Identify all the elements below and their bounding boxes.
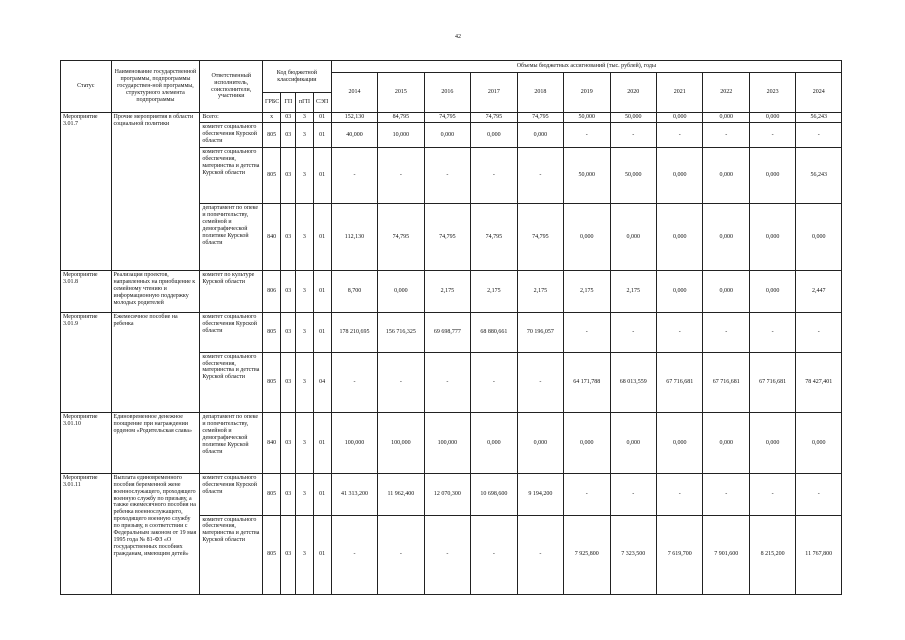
status-cell: Мероприятие 3.01.10	[61, 413, 112, 474]
value-cell: 11 767,800	[796, 515, 842, 594]
value-cell: 50,000	[610, 148, 656, 204]
responsible-cell: комитет социального обеспечения, материнства и детства Курской области	[200, 515, 263, 594]
header-code-sep: СЭП	[313, 93, 331, 113]
value-cell: 152,130	[331, 113, 377, 123]
value-cell: -	[424, 352, 470, 413]
table-row	[61, 473, 842, 515]
value-cell: -	[749, 473, 795, 515]
header-year: 2018	[517, 73, 563, 113]
value-cell: 9 194,200	[517, 473, 563, 515]
value-cell: 0,000	[703, 271, 749, 313]
value-cell: 7 619,700	[656, 515, 702, 594]
value-cell: 74,795	[424, 204, 470, 271]
value-cell: -	[517, 148, 563, 204]
header-year: 2021	[656, 73, 702, 113]
value-cell: 0,000	[703, 113, 749, 123]
code-cell: 840	[263, 413, 281, 474]
value-cell: 0,000	[378, 271, 424, 313]
value-cell: 0,000	[703, 413, 749, 474]
value-cell: -	[749, 313, 795, 353]
value-cell: 0,000	[749, 204, 795, 271]
value-cell: 74,795	[424, 113, 470, 123]
value-cell: 0,000	[749, 148, 795, 204]
code-cell: 806	[263, 271, 281, 313]
table-row	[61, 271, 842, 313]
value-cell: 0,000	[703, 204, 749, 271]
code-cell: 01	[313, 123, 331, 148]
value-cell: -	[378, 352, 424, 413]
code-cell: 805	[263, 313, 281, 353]
header-name: Наименование государственной программы, подпрограммы государствен-ной программы, структурного элемента подпрограммы	[111, 61, 200, 113]
value-cell: 8 215,200	[749, 515, 795, 594]
value-cell: -	[564, 123, 610, 148]
value-cell: 0,000	[564, 204, 610, 271]
value-cell: 67 716,681	[703, 352, 749, 413]
value-cell: -	[564, 473, 610, 515]
responsible-cell: департамент по опеке и попечительству, семейной и демографической политике Курской области	[200, 204, 263, 271]
code-cell: 805	[263, 148, 281, 204]
header-year: 2016	[424, 73, 470, 113]
header-code-gp: ГП	[281, 93, 296, 113]
value-cell: 68 880,661	[471, 313, 517, 353]
code-cell: 03	[281, 113, 296, 123]
value-cell: 74,795	[471, 204, 517, 271]
value-cell: -	[796, 473, 842, 515]
code-cell: 840	[263, 204, 281, 271]
budget-table	[60, 60, 842, 595]
value-cell: 2,175	[424, 271, 470, 313]
value-cell: 74,795	[517, 113, 563, 123]
value-cell: 0,000	[749, 113, 795, 123]
value-cell: 100,000	[378, 413, 424, 474]
value-cell: 2,447	[796, 271, 842, 313]
value-cell: 10 698,600	[471, 473, 517, 515]
value-cell: -	[656, 123, 702, 148]
value-cell: -	[471, 148, 517, 204]
header-budget-code: Код бюджетной классификации	[263, 61, 332, 93]
value-cell: 50,000	[564, 148, 610, 204]
value-cell: 74,795	[471, 113, 517, 123]
code-cell: 01	[313, 204, 331, 271]
responsible-cell: департамент по опеке и попечительству, семейной и демографической политике Курской области	[200, 413, 263, 474]
value-cell: 100,000	[424, 413, 470, 474]
value-cell: 0,000	[656, 413, 702, 474]
value-cell: -	[749, 123, 795, 148]
value-cell: 0,000	[471, 413, 517, 474]
code-cell: 805	[263, 352, 281, 413]
value-cell: 2,175	[610, 271, 656, 313]
header-year: 2014	[331, 73, 377, 113]
value-cell: -	[610, 123, 656, 148]
responsible-cell: комитет социального обеспечения, материнства и детства Курской области	[200, 352, 263, 413]
header-year: 2022	[703, 73, 749, 113]
header-year: 2017	[471, 73, 517, 113]
value-cell: -	[796, 313, 842, 353]
value-cell: 68 013,559	[610, 352, 656, 413]
code-cell: х	[263, 113, 281, 123]
value-cell: -	[331, 515, 377, 594]
value-cell: 50,000	[610, 113, 656, 123]
code-cell: 03	[281, 271, 296, 313]
code-cell: 01	[313, 515, 331, 594]
value-cell: 0,000	[749, 271, 795, 313]
value-cell: 69 698,777	[424, 313, 470, 353]
value-cell: 50,000	[564, 113, 610, 123]
value-cell: -	[471, 515, 517, 594]
code-cell: 3	[296, 515, 313, 594]
value-cell: -	[564, 313, 610, 353]
header-year: 2019	[564, 73, 610, 113]
code-cell: 03	[281, 413, 296, 474]
program-name-cell: Реализация проектов, направленных на приобщение к семейному чтению и информационную поддержку молодых родителей	[111, 271, 200, 313]
code-cell: 3	[296, 204, 313, 271]
value-cell: 0,000	[703, 148, 749, 204]
value-cell: -	[656, 473, 702, 515]
value-cell: 112,130	[331, 204, 377, 271]
value-cell: -	[656, 313, 702, 353]
value-cell: 0,000	[517, 123, 563, 148]
value-cell: 0,000	[796, 413, 842, 474]
value-cell: 100,000	[331, 413, 377, 474]
header-year: 2020	[610, 73, 656, 113]
table-row	[61, 113, 842, 123]
code-cell: 03	[281, 148, 296, 204]
value-cell: 70 196,057	[517, 313, 563, 353]
value-cell: 0,000	[656, 204, 702, 271]
value-cell: 7 925,800	[564, 515, 610, 594]
status-cell: Мероприятие 3.01.8	[61, 271, 112, 313]
status-cell: Мероприятие 3.01.11	[61, 473, 112, 594]
value-cell: 12 070,300	[424, 473, 470, 515]
value-cell: 0,000	[610, 413, 656, 474]
value-cell: -	[517, 515, 563, 594]
value-cell: 0,000	[656, 271, 702, 313]
value-cell: 2,175	[517, 271, 563, 313]
code-cell: 3	[296, 413, 313, 474]
value-cell: 0,000	[424, 123, 470, 148]
header-volumes: Объемы бюджетных ассигнований (тыс. рублей), годы	[331, 61, 841, 73]
header-year: 2024	[796, 73, 842, 113]
code-cell: 3	[296, 313, 313, 353]
code-cell: 03	[281, 204, 296, 271]
program-name-cell: Ежемесячное пособие на ребенка	[111, 313, 200, 413]
value-cell: -	[610, 313, 656, 353]
value-cell: 74,795	[517, 204, 563, 271]
header-code-grbs: ГРБС	[263, 93, 281, 113]
responsible-cell: комитет социального обеспечения Курской области	[200, 313, 263, 353]
value-cell: -	[424, 515, 470, 594]
header-year: 2015	[378, 73, 424, 113]
code-cell: 01	[313, 271, 331, 313]
value-cell: 178 210,695	[331, 313, 377, 353]
page-number: 42	[455, 34, 461, 40]
value-cell: 0,000	[656, 148, 702, 204]
value-cell: 0,000	[656, 113, 702, 123]
value-cell: 84,795	[378, 113, 424, 123]
code-cell: 01	[313, 413, 331, 474]
code-cell: 01	[313, 148, 331, 204]
value-cell: 56,243	[796, 113, 842, 123]
value-cell: 2,175	[564, 271, 610, 313]
code-cell: 3	[296, 271, 313, 313]
header-year: 2023	[749, 73, 795, 113]
status-cell: Мероприятие 3.01.9	[61, 313, 112, 413]
value-cell: -	[331, 148, 377, 204]
value-cell: 40,000	[331, 123, 377, 148]
table-row	[61, 313, 842, 353]
value-cell: 41 313,200	[331, 473, 377, 515]
value-cell: -	[424, 148, 470, 204]
value-cell: 78 427,401	[796, 352, 842, 413]
code-cell: 01	[313, 473, 331, 515]
value-cell: -	[331, 352, 377, 413]
value-cell: 0,000	[749, 413, 795, 474]
value-cell: 67 716,681	[749, 352, 795, 413]
value-cell: -	[796, 123, 842, 148]
code-cell: 03	[281, 123, 296, 148]
table-body	[61, 113, 842, 595]
code-cell: 03	[281, 473, 296, 515]
value-cell: -	[378, 148, 424, 204]
code-cell: 805	[263, 473, 281, 515]
code-cell: 01	[313, 313, 331, 353]
value-cell: 156 716,325	[378, 313, 424, 353]
code-cell: 03	[281, 515, 296, 594]
value-cell: 2,175	[471, 271, 517, 313]
responsible-cell: комитет социального обеспечения Курской области	[200, 473, 263, 515]
value-cell: 10,000	[378, 123, 424, 148]
code-cell: 3	[296, 113, 313, 123]
program-name-cell: Единовременное денежное поощрение при награждении орденом «Родительская слава»	[111, 413, 200, 474]
value-cell: -	[703, 313, 749, 353]
value-cell: 0,000	[610, 204, 656, 271]
value-cell: -	[703, 123, 749, 148]
header-code-pgp: пГП	[296, 93, 313, 113]
header-status: Статус	[61, 61, 112, 113]
code-cell: 3	[296, 352, 313, 413]
value-cell: 64 171,788	[564, 352, 610, 413]
header-responsible: Ответственный исполнитель, соисполнители, участники	[200, 61, 263, 113]
value-cell: 74,795	[378, 204, 424, 271]
value-cell: 7 901,600	[703, 515, 749, 594]
status-cell: Мероприятие 3.01.7	[61, 113, 112, 271]
value-cell: -	[378, 515, 424, 594]
value-cell: 0,000	[471, 123, 517, 148]
code-cell: 01	[313, 113, 331, 123]
code-cell: 04	[313, 352, 331, 413]
program-name-cell: Выплата единовременного пособия беременной жене военнослужащего, проходящего военную службу по призыву, а также ежемесячного пособия на ребенка военнослужащего, проходящего военную службу по призыву, в соответствии с Федеральным законом от 19 мая 1995 года № 81-ФЗ «О государственных пособиях гражданам, имеющим детей»	[111, 473, 200, 594]
code-cell: 805	[263, 123, 281, 148]
value-cell: -	[703, 473, 749, 515]
code-cell: 805	[263, 515, 281, 594]
code-cell: 03	[281, 313, 296, 353]
code-cell: 03	[281, 352, 296, 413]
value-cell: -	[517, 352, 563, 413]
value-cell: 7 323,500	[610, 515, 656, 594]
table-row	[61, 413, 842, 474]
responsible-cell: комитет социального обеспечения, материнства и детства Курской области	[200, 148, 263, 204]
value-cell: 67 716,681	[656, 352, 702, 413]
table-header	[61, 61, 842, 113]
value-cell: 0,000	[517, 413, 563, 474]
value-cell: 8,700	[331, 271, 377, 313]
responsible-cell: комитет по культуре Курской области	[200, 271, 263, 313]
value-cell: -	[610, 473, 656, 515]
responsible-cell: комитет социального обеспечения Курской области	[200, 123, 263, 148]
code-cell: 3	[296, 148, 313, 204]
value-cell: 56,243	[796, 148, 842, 204]
value-cell: 0,000	[796, 204, 842, 271]
code-cell: 3	[296, 123, 313, 148]
code-cell: 3	[296, 473, 313, 515]
value-cell: -	[471, 352, 517, 413]
value-cell: 11 962,400	[378, 473, 424, 515]
responsible-cell: Всего:	[200, 113, 263, 123]
program-name-cell: Прочие мероприятия в области социальной политики	[111, 113, 200, 271]
value-cell: 0,000	[564, 413, 610, 474]
